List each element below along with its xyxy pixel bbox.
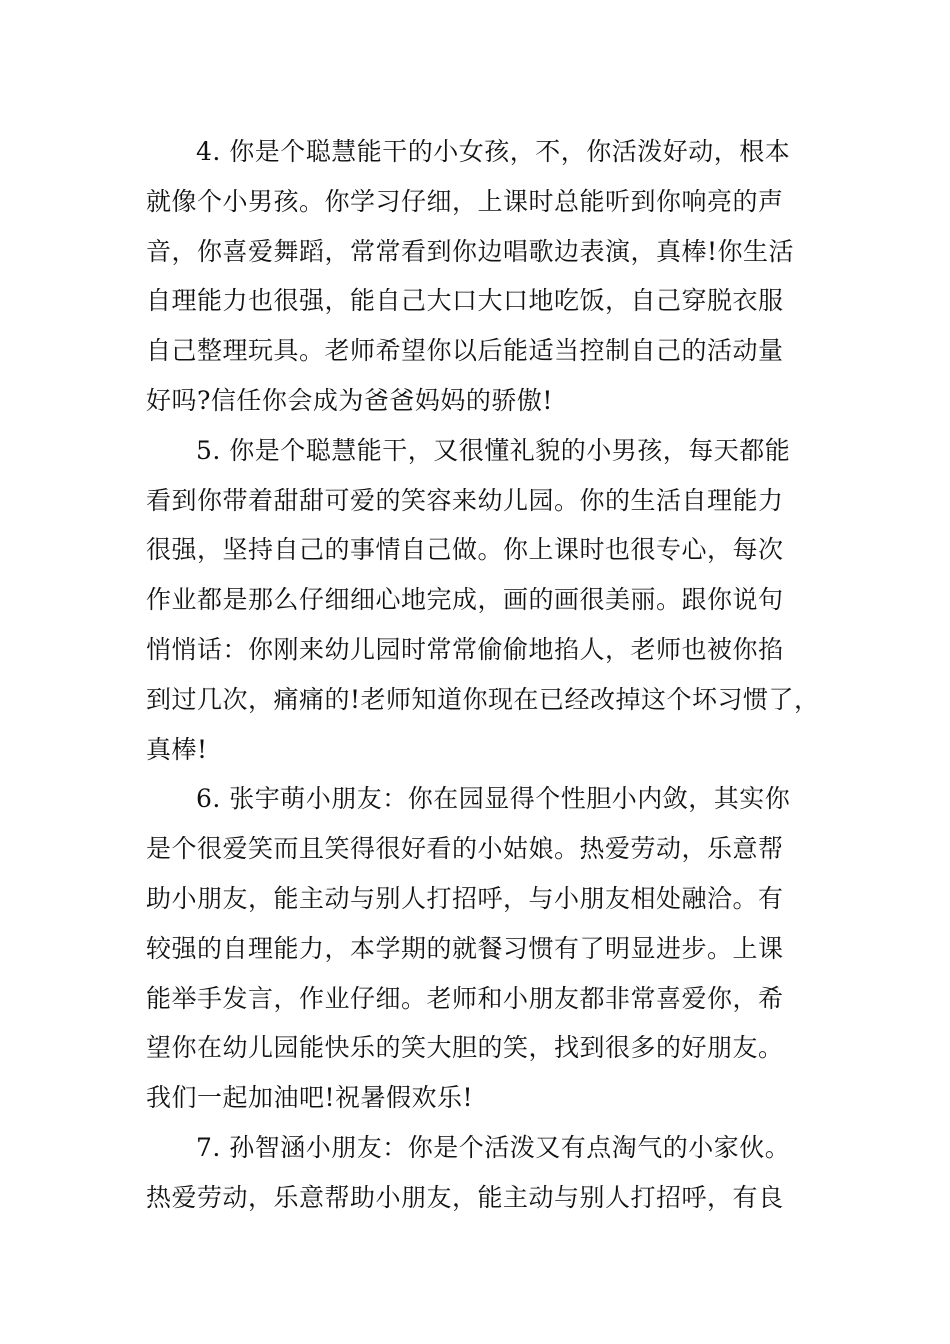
paragraph-7 [146,1123,826,1223]
text-line: 我们一起加油吧!祝暑假欢乐! [146,1083,474,1113]
text-line: 热爱劳动，乐意帮助小朋友，能主动与别人打招呼，有良 [146,1182,784,1212]
text-line: 能举手发言，作业仔细。老师和小朋友都非常喜爱你，希 [146,983,784,1013]
paragraph-4 [146,127,826,426]
text-line: 望你在幼儿园能快乐的笑大胆的笑，找到很多的好朋友。 [146,1033,784,1063]
text-line: 就像个小男孩。你学习仔细，上课时总能听到你响亮的声 [146,186,784,216]
paragraph-5 [146,426,826,775]
text-line: 音，你喜爱舞蹈，常常看到你边唱歌边表演，真棒!你生活 [146,236,795,266]
document-body [146,127,826,1223]
text-line: 助小朋友，能主动与别人打招呼，与小朋友相处融洽。有 [146,883,784,913]
text-line: 较强的自理能力，本学期的就餐习惯有了明显进步。上课 [146,933,784,963]
text-line: 好吗?信任你会成为爸爸妈妈的骄傲! [146,385,553,415]
text-line: 6. 张宇萌小朋友：你在园显得个性胆小内敛，其实你 [196,784,791,814]
text-line: 4. 你是个聪慧能干的小女孩，不，你活泼好动，根本 [196,137,791,166]
text-line: 是个很爱笑而且笑得很好看的小姑娘。热爱劳动，乐意帮 [146,834,784,864]
text-line: 7. 孙智涵小朋友：你是个活泼又有点淘气的小家伙。 [196,1132,791,1162]
text-line: 自己整理玩具。老师希望你以后能适当控制自己的活动量 [146,336,784,366]
text-line: 自理能力也很强，能自己大口大口地吃饭，自己穿脱衣服 [146,286,784,316]
text-line: 真棒! [146,734,208,764]
text-line: 悄悄话：你刚来幼儿园时常常偷偷地掐人，老师也被你掐 [146,634,784,664]
text-line: 到过几次，痛痛的!老师知道你现在已经改掉这个坏习惯了， [146,684,820,714]
text-line: 5. 你是个聪慧能干，又很懂礼貌的小男孩，每天都能 [196,435,791,465]
text-line: 看到你带着甜甜可爱的笑容来幼儿园。你的生活自理能力 [146,485,784,515]
text-line: 很强，坚持自己的事情自己做。你上课时也很专心，每次 [146,535,784,565]
text-line: 作业都是那么仔细细心地完成，画的画很美丽。跟你说句 [146,585,784,615]
paragraph-6 [146,774,826,1123]
